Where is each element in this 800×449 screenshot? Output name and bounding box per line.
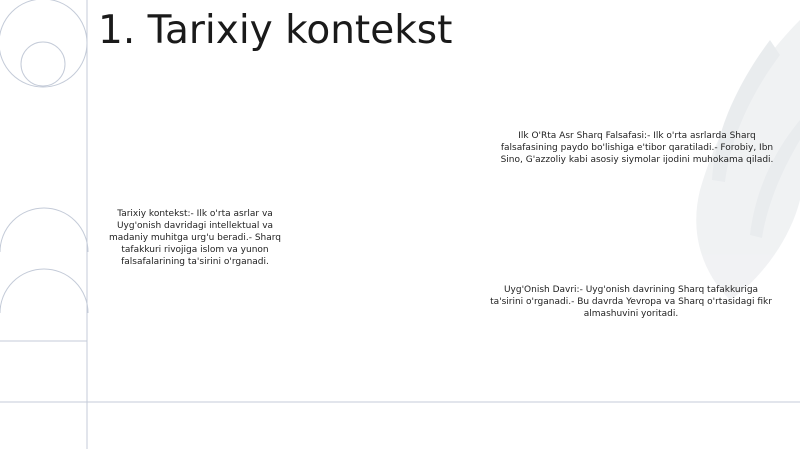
decor-circle-large <box>0 0 87 87</box>
decor-arch-upper <box>0 208 88 252</box>
decor-arch-lower <box>0 269 88 313</box>
slide-title: 1. Tarixiy kontekst <box>98 8 453 53</box>
decor-circle-small <box>21 42 65 86</box>
text-block-renaissance-period: Uyg'Onish Davri:- Uyg'onish davrining Sharq tafakkuriga ta'sirini o'rganadi.- Bu davrda Yevropa va Sharq o'rtasidagi fikr almashuvini yoritadi. <box>490 285 772 319</box>
text-block-historical-context: Tarixiy kontekst:- Ilk o'rta asrlar va Uyg'onish davridagi intellektual va madaniy muhitga urg'u beradi.- Sharq tafakkuri rivojiga islom va yunon falsafalarining ta'sirini o'rganadi. <box>108 209 282 267</box>
text-block-early-medieval-eastern-philosophy: Ilk O'Rta Asr Sharq Falsafasi:- Ilk o'rta asrlarda Sharq falsafasining paydo bo'lishiga e'tibor qaratiladi.- Forobiy, Ibn Sino, G'azzoliy kabi asosiy siymolar ijodini muhokama qiladi. <box>500 131 774 165</box>
